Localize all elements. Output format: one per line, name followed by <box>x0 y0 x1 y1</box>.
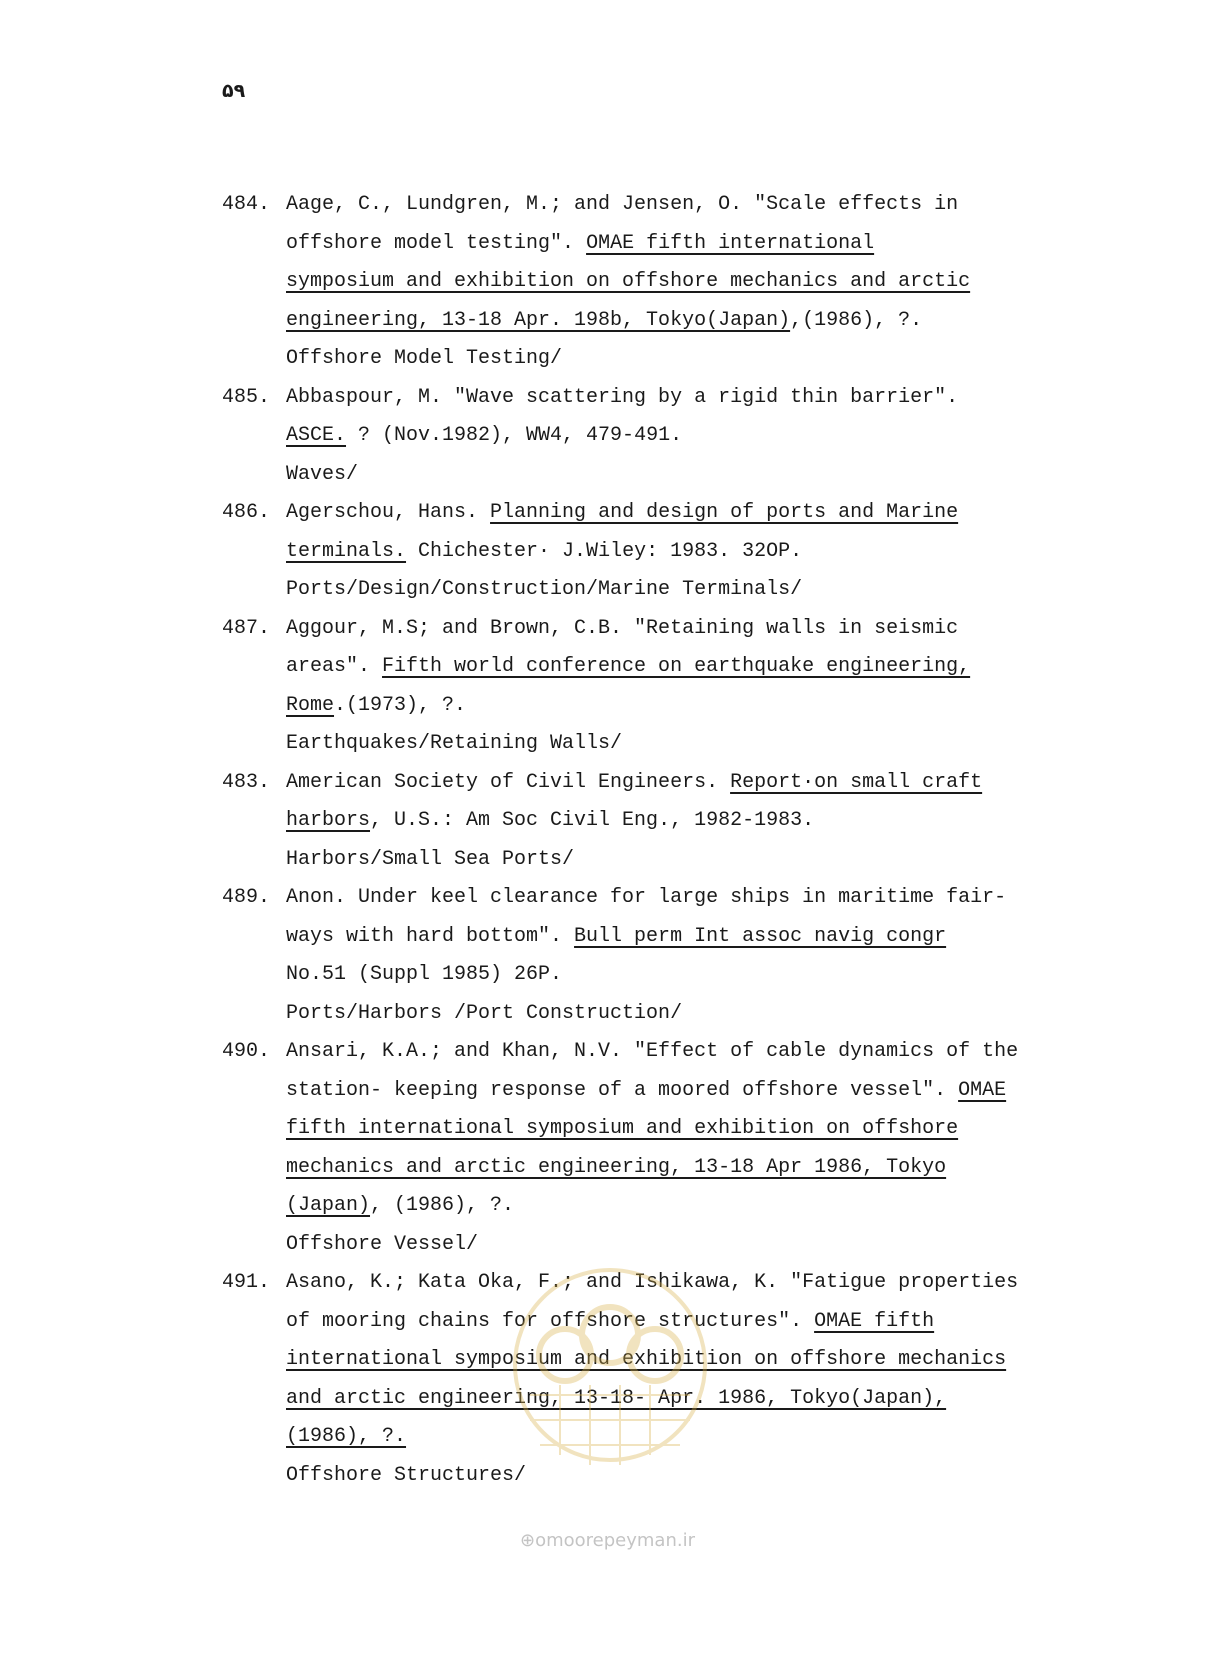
entry-line <box>286 1072 1072 1111</box>
citation-text: Aggour, M.S; and Brown, C.B. "Retaining walls in seismic <box>286 616 959 640</box>
citation-text: Aage, C., Lundgren, M.; and Jensen, O. "Scale effects in <box>286 193 959 216</box>
entry-line <box>286 841 1072 880</box>
entry-line <box>286 494 1072 533</box>
bibliography-entry <box>222 379 1072 495</box>
citation-text: Earthquakes/Retaining Walls/ <box>286 732 623 755</box>
entry-line <box>286 340 1072 379</box>
citation-text: Harbors/Small Sea Ports/ <box>286 847 575 871</box>
entry-line <box>286 918 1072 957</box>
underlined-title-text: Fifth world conference on earthquake engineering, <box>382 655 971 678</box>
entry-line <box>286 1149 1072 1188</box>
citation-text: Ansari, K.A.; and Khan, N.V. "Effect of cable dynamics of the <box>286 1040 1019 1063</box>
citation-text: .(1973), ?. <box>334 693 467 717</box>
underlined-title-text: OMAE fifth international <box>586 231 875 255</box>
underlined-title-text: Planning and design of ports and Marine <box>490 501 959 524</box>
citation-text: ,(1986), ?. <box>790 308 923 332</box>
underlined-title-text: symposium and exhibition on offshore mechanics and arctic <box>286 270 971 293</box>
bibliography-entry <box>222 879 1072 1033</box>
citation-text: areas". <box>286 655 383 678</box>
entry-line <box>286 1033 1072 1072</box>
citation-text: offshore model testing". <box>286 231 587 255</box>
entry-line <box>286 263 1072 302</box>
citation-text: Offshore Structures/ <box>286 1463 527 1487</box>
page-number: ۵۹ <box>222 80 246 102</box>
globe-icon: ⊕ <box>520 1530 536 1551</box>
citation-text: American Society of Civil Engineers. <box>286 770 731 794</box>
underlined-title-text: engineering, 13-18 Apr. 198b, Tokyo(Japan) <box>286 308 791 332</box>
bibliography-entry <box>222 764 1072 880</box>
underlined-title-text: harbors <box>286 809 371 832</box>
citation-text: ? (Nov.1982), WW4, 479-491. <box>346 424 683 447</box>
bibliography-entry <box>222 494 1072 610</box>
citation-text: Offshore Model Testing/ <box>286 347 563 370</box>
entry-line <box>286 764 1072 803</box>
bibliography-entry <box>222 610 1072 764</box>
entry-line <box>286 725 1072 764</box>
seal-logo-icon <box>505 1255 715 1495</box>
entry-line <box>286 533 1072 572</box>
bibliography-entry <box>222 1033 1072 1264</box>
citation-text: station- keeping response of a moored offshore vessel". <box>286 1078 959 1102</box>
underlined-title-text: fifth international symposium and exhibition on offshore <box>286 1117 959 1140</box>
entry-number: 483. <box>222 770 271 794</box>
citation-text: No.51 (Suppl 1985) 26P. <box>286 963 563 986</box>
entry-number: 486. <box>222 501 271 524</box>
citation-text: , U.S.: Am Soc Civil Eng., 1982-1983. <box>370 809 815 832</box>
citation-text: Abbaspour, M. "Wave scattering by a rigid thin barrier". <box>286 385 959 409</box>
entry-line <box>286 1110 1072 1149</box>
entry-number: 489. <box>222 886 271 909</box>
entry-line <box>286 648 1072 687</box>
footer-site: ⊕omoorepeyman.ir <box>520 1530 695 1551</box>
entry-line <box>286 802 1072 841</box>
entry-line <box>286 456 1072 495</box>
underlined-title-text: ASCE. <box>286 424 347 447</box>
entry-line <box>286 186 1072 225</box>
entry-line <box>286 687 1072 726</box>
entry-line <box>286 1187 1072 1226</box>
citation-text: Chichester· J.Wiley: 1983. 32OP. <box>406 539 803 563</box>
entry-line <box>286 879 1072 918</box>
citation-text: Waves/ <box>286 462 359 486</box>
entry-number: 490. <box>222 1040 271 1063</box>
entry-number: 485. <box>222 385 271 409</box>
citation-text: Ports/Design/Construction/Marine Terminals/ <box>286 578 803 601</box>
citation-text: ways with hard bottom". <box>286 924 575 948</box>
entry-line <box>286 379 1072 418</box>
entry-line <box>286 302 1072 341</box>
underlined-title-text: Bull perm Int assoc navig congr <box>574 924 947 948</box>
entry-line <box>286 571 1072 610</box>
entry-number: 487. <box>222 616 271 640</box>
entry-number: 484. <box>222 193 271 216</box>
citation-text: of mooring chains for offshore structures". <box>286 1309 815 1333</box>
underlined-title-text: Rome <box>286 693 335 717</box>
underlined-title-text: international symposium and exhibition on offshore mechanics <box>286 1348 1007 1371</box>
entry-line <box>286 417 1072 456</box>
citation-text: Offshore Vessel/ <box>286 1232 479 1256</box>
underlined-title-text: (Japan) <box>286 1194 371 1217</box>
underlined-title-text: Report·on small craft <box>730 770 983 794</box>
underlined-title-text: OMAE <box>958 1078 1007 1102</box>
underlined-title-text: terminals. <box>286 539 407 563</box>
citation-text: , (1986), ?. <box>370 1194 515 1217</box>
entry-number: 491. <box>222 1271 271 1294</box>
citation-text: Anon. Under keel clearance for large ships in maritime fair- <box>286 886 1007 909</box>
underlined-title-text: and arctic engineering, 13-18- Apr. 1986, Tokyo(Japan), <box>286 1386 947 1410</box>
entry-line <box>286 995 1072 1034</box>
underlined-title-text: mechanics and arctic engineering, 13-18 Apr 1986, Tokyo <box>286 1155 947 1179</box>
entry-line <box>286 956 1072 995</box>
underlined-title-text: (1986), ?. <box>286 1425 407 1448</box>
underlined-title-text: OMAE fifth <box>814 1309 935 1333</box>
citation-text: Ports/Harbors /Port Construction/ <box>286 1001 683 1025</box>
citation-text: Agerschou, Hans. <box>286 501 491 524</box>
entry-line <box>286 610 1072 649</box>
bibliography-entry <box>222 186 1072 379</box>
entry-line <box>286 225 1072 264</box>
citation-text: Asano, K.; Kata Oka, F.; and Ishikawa, K. "Fatigue properties <box>286 1271 1019 1294</box>
